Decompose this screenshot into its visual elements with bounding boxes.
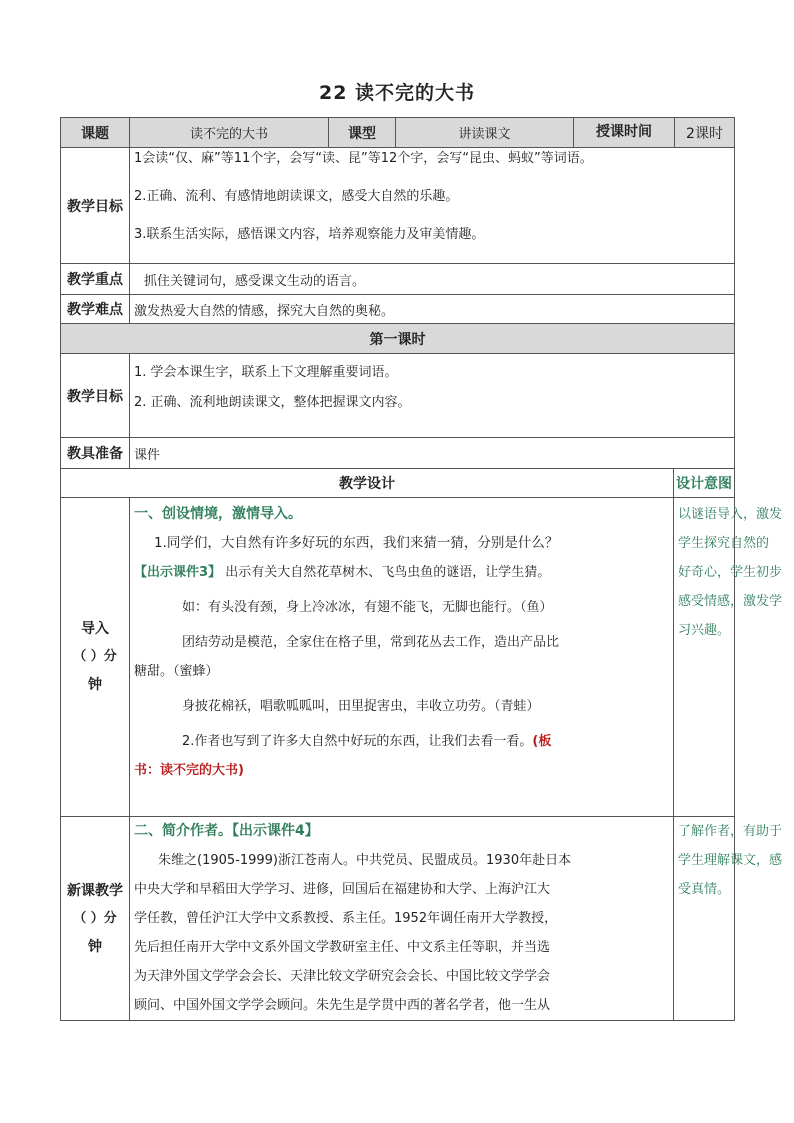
difficulty-value: 激发热爱大自然的情感，探究大自然的奥秘。 xyxy=(134,303,395,319)
intent-line: 习兴趣。 xyxy=(678,623,731,638)
header-row xyxy=(61,118,735,148)
prep-label: 教具准备 xyxy=(61,438,130,469)
design-header-row xyxy=(61,469,735,498)
difficulty-label: 教学难点 xyxy=(61,295,130,324)
goals-label: 教学目标 xyxy=(61,148,130,264)
focus-row xyxy=(61,264,735,295)
section1-p1: 1.同学们，大自然有许多好玩的东西，我们来猜一猜，分别是什么？ xyxy=(154,535,559,551)
lesson-heading-row xyxy=(61,324,735,354)
intent-line: 以谜语导入，激发 xyxy=(678,507,783,522)
author-line: 中央大学和早稻田大学学习、进修，回国后在福建协和大学、上海沪江大 xyxy=(134,882,551,897)
section2-intent xyxy=(674,817,783,1021)
topic-label: 课题 xyxy=(61,118,130,148)
board-note-b: 书：读不完的大书) xyxy=(134,763,244,778)
prep-row xyxy=(61,438,735,469)
focus-cell xyxy=(130,264,735,295)
section2-row xyxy=(61,817,735,1021)
section1-heading: 一、创设情境，激情导入。 xyxy=(134,506,302,522)
focus-label: 教学重点 xyxy=(61,264,130,295)
time-value: 2课时 xyxy=(686,125,723,142)
section2-side-minutes: （ ）分 xyxy=(73,910,117,926)
difficulty-cell xyxy=(130,295,735,324)
section1-intent xyxy=(674,498,783,817)
intent-line: 学生探究自然的 xyxy=(678,536,770,551)
type-value: 讲读课文 xyxy=(396,118,574,148)
section2-courseware-tag: 【出示课件4】 xyxy=(232,823,319,839)
lesson-goals-content xyxy=(130,354,735,438)
intent-header: 设计意图 xyxy=(674,469,735,498)
author-line: 为天津外国文学学会会长、天津比较文学研究会会长、中国比较文学学会 xyxy=(134,969,551,984)
section1-side-unit: 钟 xyxy=(88,677,102,693)
lesson-goal-item: 1. 学会本课生字，联系上下文理解重要词语。 xyxy=(134,365,398,380)
section1-p2-text: 出示有关大自然花草树木、飞鸟虫鱼的谜语，让学生猜。 xyxy=(225,565,551,580)
type-label: 课型 xyxy=(329,118,396,148)
section2-side-unit: 钟 xyxy=(88,938,102,955)
focus-value: 抓住关键词句，感受课文生动的语言。 xyxy=(144,273,366,289)
intent-line: 了解作者，有助于 xyxy=(678,824,783,839)
author-line: 朱维之(1905-1999)浙江苍南人。中共党员、民盟成员。1930年赴日本 xyxy=(158,853,572,868)
lesson-plan-table xyxy=(60,117,783,1021)
section2-side xyxy=(61,817,130,1021)
lesson-goals-row xyxy=(61,354,735,438)
author-line: 先后担任南开大学中文系外国文学教研室主任、中文系主任等职，并当选 xyxy=(134,940,551,955)
author-line: 顾问、中国外国文学学会顾问。朱先生是学贯中西的著名学者，他一生从 xyxy=(134,998,551,1013)
riddle-3: 身披花棉袄，唱歌呱呱叫，田里捉害虫，丰收立功劳。（青蛙） xyxy=(182,699,540,714)
lesson-goals-label: 教学目标 xyxy=(61,354,130,438)
section2-side-title: 新课教学 xyxy=(67,882,123,899)
section1-p3 xyxy=(130,727,673,756)
time-label: 授课时间 xyxy=(574,118,675,147)
board-note-a: (板 xyxy=(532,734,552,749)
intent-line: 感受情感，激发学 xyxy=(678,594,783,609)
section2-heading xyxy=(130,817,673,846)
goal-item: 3.联系生活实际，感悟课文内容，培养观察能力及审美情趣。 xyxy=(134,227,485,242)
topic-value: 读不完的大书 xyxy=(130,118,329,148)
goals-content xyxy=(130,148,735,264)
section1-row xyxy=(61,498,735,817)
goals-row xyxy=(61,148,735,264)
prep-value: 课件 xyxy=(134,447,161,463)
prep-cell xyxy=(130,438,735,469)
goal-item: 2.正确、流利、有感情地朗读课文，感受大自然的乐趣。 xyxy=(134,189,459,204)
author-line: 学任教，曾任沪江大学中文系教授、系主任。1952年调任南开大学教授， xyxy=(134,911,558,926)
riddle-2b: 糖甜。（蜜蜂） xyxy=(134,664,219,679)
section2-heading-text: 二、简介作者。 xyxy=(134,823,232,839)
section1-side-title: 导入 xyxy=(81,621,109,637)
courseware-tag: 【出示课件3】 xyxy=(134,565,222,580)
intent-line: 好奇心，学生初步 xyxy=(678,565,783,580)
section1-design xyxy=(130,498,674,817)
goal-item: 1会读“仅、麻”等11个字，会写“读、昆”等12个字，会写“昆虫、蚂蚁”等词语。 xyxy=(134,151,593,166)
time-cell xyxy=(574,118,735,148)
riddle-1: 如：有头没有颈，身上冷冰冰，有翅不能飞，无脚也能行。（鱼） xyxy=(182,600,553,615)
section2-design xyxy=(130,817,674,1021)
riddle-2a: 团结劳动是模范，全家住在格子里，常到花丛去工作，造出产品比 xyxy=(182,635,560,650)
lesson-goal-item: 2. 正确、流利地朗读课文，整体把握课文内容。 xyxy=(134,395,411,410)
section1-p3-text: 2.作者也写到了许多大自然中好玩的东西，让我们去看一看。 xyxy=(182,734,533,749)
difficulty-row xyxy=(61,295,735,324)
design-header: 教学设计 xyxy=(61,469,674,498)
section1-side-minutes: （ ）分 xyxy=(73,649,117,664)
page-title: 22 读不完的大书 xyxy=(318,82,476,104)
lesson-heading: 第一课时 xyxy=(61,324,735,354)
section1-p2 xyxy=(130,558,673,587)
intent-line: 学生理解课文，感 xyxy=(678,853,783,868)
section1-side xyxy=(61,498,130,817)
intent-line: 受真情。 xyxy=(678,882,731,897)
